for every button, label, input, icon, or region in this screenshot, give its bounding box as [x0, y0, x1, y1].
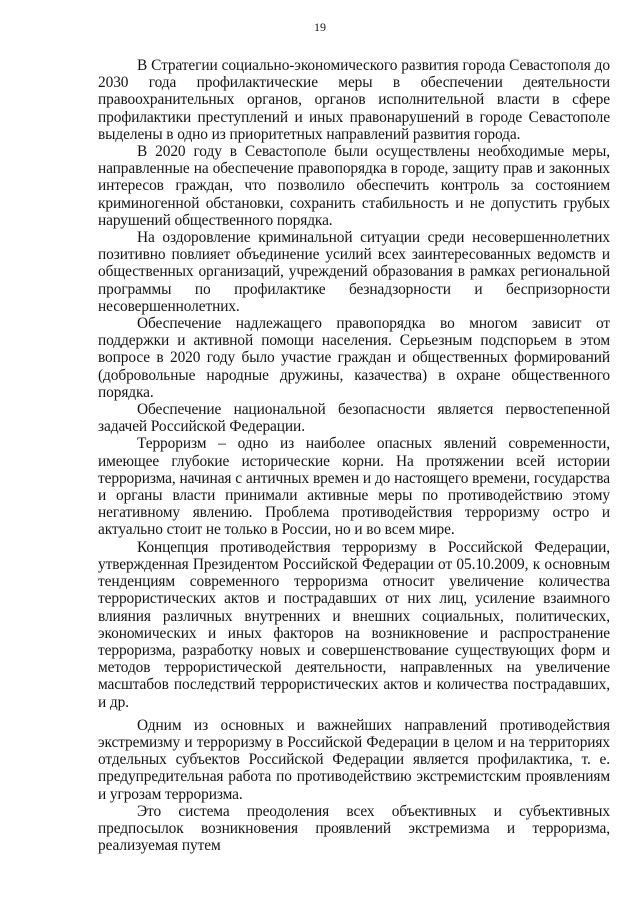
page-number: 19: [314, 20, 326, 34]
paragraph-public-support: Обеспечение надлежащего правопорядка во многом зависит от поддержки и активной помощи населения. Серьезным подспорьем в этом вопросе в 2020 году было участие граждан и общественных формирований (добровольные народные дружины, казачества) в охране общественного порядка.: [98, 315, 610, 401]
paragraph-concept: Концепция противодействия терроризму в Российской Федерации, утвержденная Президентом Российской Федерации от 05.10.2009, к основным тенденциям современного терроризма относит увеличение количества террористических актов и пострадавших от них лиц, усиление взаимного влияния различных внутренних и внешних социальных, политических, экономических и иных факторов на возникновение и распространение терроризма, разработку новых и совершенствование существующих форм и методов террористической деятельности, направленных на увеличение масштабов последствий террористических актов и количества пострадавших, и др.: [98, 538, 610, 711]
document-body: [98, 57, 610, 854]
paragraph-prevention: Одним из основных и важнейших направлений противодействия экстремизму и терроризму в Российской Федерации в целом и на территориях отдельных субъектов Российской Федерации является профилактика, т. е. предупредительная работа по противодействию экстремистским проявлениям и угрозам терроризма.: [98, 716, 610, 803]
paragraph-terrorism: Терроризм – одно из наиболее опасных явлений современности, имеющее глубокие исторические корни. На протяжении всей истории терроризма, начиная с античных времен и до настоящего времени, государства и органы власти принимали активные меры по противодействию этому негативному явлению. Проблема противодействия терроризму остро и актуально стоит не только в России, но и во всем мире.: [98, 435, 610, 539]
paragraph-national-security: Обеспечение национальной безопасности является первостепенной задачей Российской Федерации.: [98, 401, 610, 436]
paragraph-2020-measures: В 2020 году в Севастополе были осуществлены необходимые меры, направленные на обеспечение правопорядка в городе, защиту прав и законных интересов граждан, что позволило обеспечить контроль за состоянием криминогенной обстановки, сохранить стабильность и не допустить грубых нарушений общественного порядка.: [98, 143, 610, 229]
paragraph-strategy: В Стратегии социально-экономического развития города Севастополя до 2030 года профилактические меры в обеспечении деятельности правоохранительных органов, органов исполнительной власти в сфере профилактики преступлений и иных правонарушений в городе Севастополе выделены в одно из приоритетных направлений развития города.: [98, 57, 610, 143]
paragraph-minors: На оздоровление криминальной ситуации среди несовершеннолетних позитивно повлияет объединение усилий всех заинтересованных ведомств и общественных организаций, учреждений образования в рамках региональной программы по профилактике безнадзорности и беспризорности несовершеннолетних.: [98, 229, 610, 315]
paragraph-system: Это система преодоления всех объективных и субъективных предпосылок возникновения проявлений экстремизма и терроризма, реализуемая путем: [98, 802, 610, 855]
